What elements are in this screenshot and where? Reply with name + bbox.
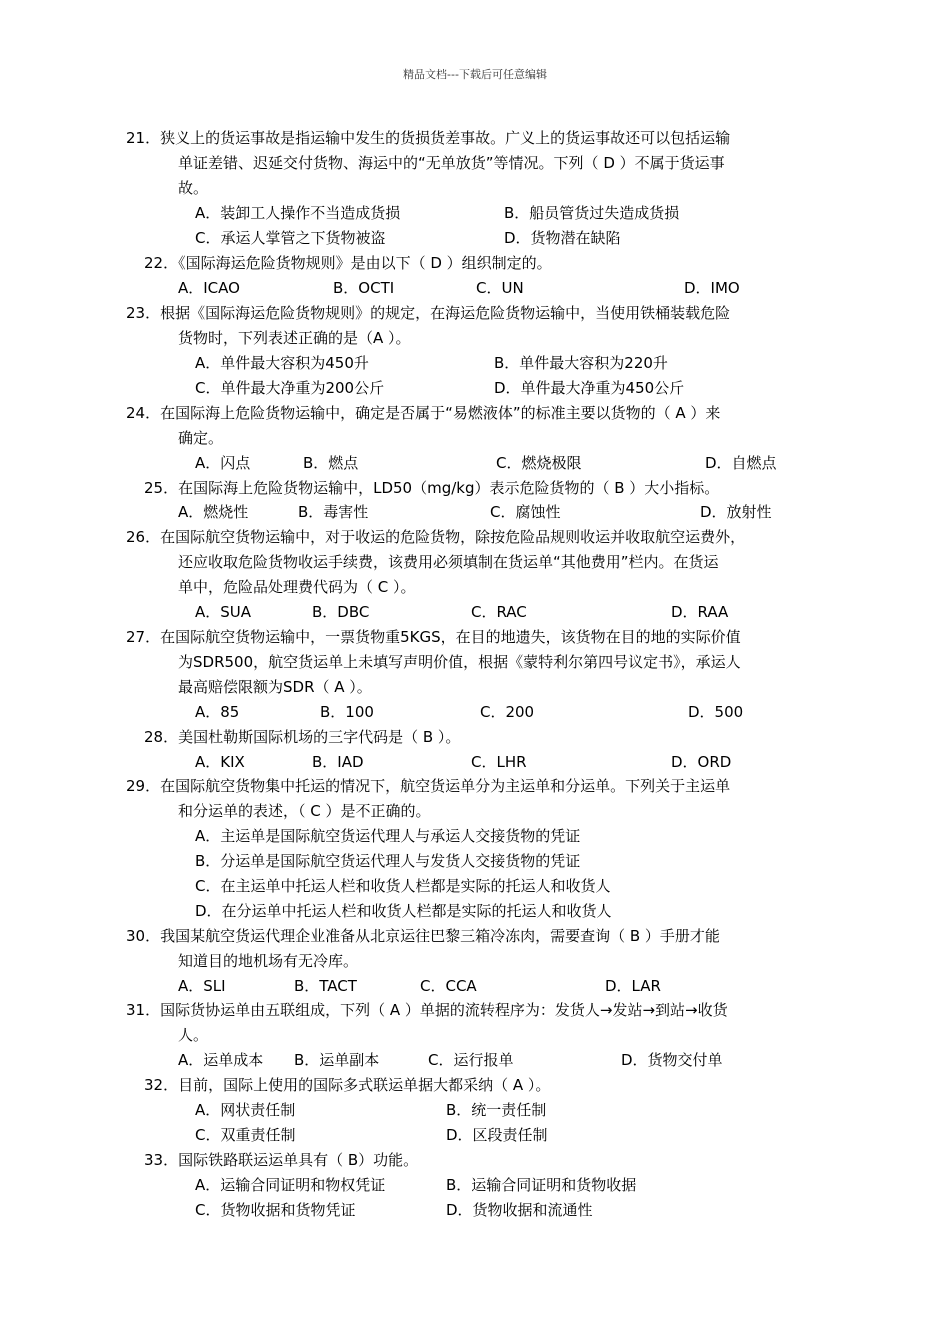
q27-option-b: B．100: [320, 703, 374, 721]
q30-line-2: 知道目的地机场有无冷库。: [178, 952, 359, 970]
q29-line-2: 和分运单的表述，（ C ）是不正确的。: [178, 802, 431, 820]
q33-option-b: B．运输合同证明和货物收据: [446, 1176, 637, 1194]
q32-option-a: A．网状责任制: [195, 1101, 296, 1119]
q26-option-a: A．SUA: [195, 603, 252, 621]
q30-line-1: 30．我国某航空货运代理企业准备从北京运往巴黎三箱冷冻肉，需要查询（ B ）手册才能: [126, 927, 720, 945]
q23-option-b: B．单件最大容积为220升: [494, 354, 668, 372]
q25-line-1: 25．在国际海上危险货物运输中，LD50（mg/kg）表示危险货物的（ B ）大小指标。: [144, 479, 720, 497]
q26-option-d: D．RAA: [671, 603, 729, 621]
q21-line-3: 故。: [178, 179, 209, 197]
q22-option-c: C．UN: [476, 279, 524, 297]
q23-option-a: A．单件最大容积为450升: [195, 354, 369, 372]
q27-line-2: 为SDR500，航空货运单上未填写声明价值，根据《蒙特利尔第四号议定书》，承运人: [178, 653, 741, 671]
q27-line-3: 最高赔偿限额为SDR（ A ）。: [178, 678, 372, 696]
q28-option-a: A．KIX: [195, 753, 245, 771]
q30-option-b: B．TACT: [294, 977, 357, 995]
q25-option-d: D．放射性: [700, 503, 772, 521]
q31-option-c: C．运行报单: [428, 1051, 514, 1069]
q26-line-2: 还应收取危险货物收运手续费，该费用必须填制在货运单“其他费用”栏内。在货运: [178, 553, 719, 571]
q29-option-d: D．在分运单中托运人栏和收货人栏都是实际的托运人和收货人: [195, 902, 612, 920]
q32-option-d: D．区段责任制: [446, 1126, 548, 1144]
q27-line-1: 27．在国际航空货物运输中，一票货物重5KGS，在目的地遗失，该货物在目的地的实际价值: [126, 628, 741, 646]
q33-option-a: A．运输合同证明和物权凭证: [195, 1176, 386, 1194]
q28-option-d: D．ORD: [671, 753, 732, 771]
q28-line-1: 28．美国杜勒斯国际机场的三字代码是（ B ）。: [144, 728, 461, 746]
q25-option-b: B．毒害性: [298, 503, 369, 521]
q22-option-a: A．ICAO: [178, 279, 240, 297]
q32-line-1: 32．目前，国际上使用的国际多式联运单据大都采纳（ A ）。: [144, 1076, 551, 1094]
q26-option-b: B．DBC: [312, 603, 370, 621]
q29-line-1: 29．在国际航空货物集中托运的情况下，航空货运单分为主运单和分运单。下列关于主运单: [126, 777, 731, 795]
q26-line-1: 26．在国际航空货物运输中，对于收运的危险货物，除按危险品规则收运并收取航空运费外，: [126, 528, 746, 546]
q31-line-1: 31．国际货协运单由五联组成，下列（ A ）单据的流转程序为：发货人→发站→到站→收货: [126, 1001, 728, 1019]
q30-option-a: A．SLI: [178, 977, 226, 995]
q25-option-c: C．腐蚀性: [490, 503, 561, 521]
q30-option-d: D．LAR: [605, 977, 661, 995]
q26-line-3: 单中，危险品处理费代码为（ C ）。: [178, 578, 416, 596]
q21-option-c: C．承运人掌管之下货物被盗: [195, 229, 386, 247]
q22-option-b: B．OCTI: [333, 279, 395, 297]
q28-option-c: C．LHR: [471, 753, 527, 771]
q24-option-c: C．燃烧极限: [496, 454, 582, 472]
q21-option-b: B．船员管货过失造成货损: [504, 204, 680, 222]
q23-line-1: 23．根据《国际海运危险货物规则》的规定，在海运危险货物运输中，当使用铁桶装载危险: [126, 304, 731, 322]
q21-line-2: 单证差错、迟延交付货物、海运中的“无单放货”等情况。下列（ D ）不属于货运事: [178, 154, 725, 172]
q31-option-b: B．运单副本: [294, 1051, 380, 1069]
q31-option-d: D．货物交付单: [621, 1051, 723, 1069]
q33-option-d: D．货物收据和流通性: [446, 1201, 593, 1219]
q33-line-1: 33．国际铁路联运运单具有（ B）功能。: [144, 1151, 419, 1169]
q24-line-2: 确定。: [178, 429, 224, 447]
q25-option-a: A．燃烧性: [178, 503, 249, 521]
q23-option-c: C．单件最大净重为200公斤: [195, 379, 385, 397]
q23-line-2: 货物时，下列表述正确的是（A ）。: [178, 329, 411, 347]
page-header: 精品文档---下载后可任意编辑: [403, 68, 547, 81]
q29-option-b: B．分运单是国际航空货运代理人与发货人交接货物的凭证: [195, 852, 581, 870]
q22-option-d: D．IMO: [684, 279, 740, 297]
q22-line-1: 22．《国际海运危险货物规则》是由以下（ D ）组织制定的。: [144, 254, 552, 272]
q24-option-a: A．闪点: [195, 454, 251, 472]
q24-option-b: B．燃点: [303, 454, 359, 472]
q21-option-a: A．装卸工人操作不当造成货损: [195, 204, 401, 222]
q32-option-c: C．双重责任制: [195, 1126, 296, 1144]
q29-option-c: C．在主运单中托运人栏和收货人栏都是实际的托运人和收货人: [195, 877, 611, 895]
q28-option-b: B．IAD: [312, 753, 364, 771]
q27-option-a: A．85: [195, 703, 240, 721]
q23-option-d: D．单件最大净重为450公斤: [494, 379, 685, 397]
q31-option-a: A．运单成本: [178, 1051, 264, 1069]
q27-option-d: D．500: [688, 703, 744, 721]
q21-line-1: 21．狭义上的货运事故是指运输中发生的货损货差事故。广义上的货运事故还可以包括运输: [126, 129, 731, 147]
q24-option-d: D．自燃点: [705, 454, 777, 472]
q32-option-b: B．统一责任制: [446, 1101, 547, 1119]
q27-option-c: C．200: [480, 703, 535, 721]
q31-line-2: 人。: [178, 1026, 209, 1044]
q33-option-c: C．货物收据和货物凭证: [195, 1201, 356, 1219]
q24-line-1: 24．在国际海上危险货物运输中，确定是否属于“易燃液体”的标准主要以货物的（ A ）来: [126, 404, 721, 422]
q29-option-a: A．主运单是国际航空货运代理人与承运人交接货物的凭证: [195, 827, 581, 845]
q21-option-d: D．货物潜在缺陷: [504, 229, 621, 247]
q30-option-c: C．CCA: [420, 977, 477, 995]
q26-option-c: C．RAC: [471, 603, 527, 621]
